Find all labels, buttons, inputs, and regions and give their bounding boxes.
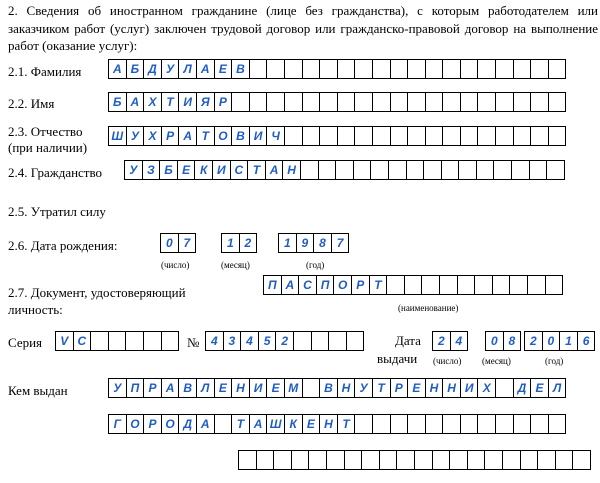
char-cell — [477, 414, 496, 434]
char-cell: С — [298, 275, 317, 295]
issue-day-caption: (число) — [433, 356, 462, 366]
char-cell — [493, 160, 512, 180]
char-cell: Е — [177, 160, 196, 180]
char-cell — [318, 160, 337, 180]
char-cell: 1 — [221, 233, 240, 253]
char-cell: Т — [372, 378, 391, 398]
char-cell — [513, 92, 532, 112]
char-cell — [266, 59, 285, 79]
char-cell: Л — [548, 378, 567, 398]
char-cell — [477, 92, 496, 112]
char-cell: Х — [477, 378, 496, 398]
char-cell — [372, 414, 391, 434]
char-cell: Т — [247, 160, 266, 180]
char-cell — [495, 59, 514, 79]
char-cell — [308, 450, 327, 470]
lost-force-label: 2.5. Утратил силу — [8, 204, 106, 219]
char-cell: 9 — [296, 233, 315, 253]
char-cell — [425, 126, 444, 146]
issue-year-caption: (год) — [545, 356, 564, 366]
char-cell: Ш — [108, 126, 127, 146]
char-cell: А — [196, 59, 215, 79]
char-cell: 8 — [313, 233, 332, 253]
char-cell: Л — [196, 378, 215, 398]
char-cell — [302, 59, 321, 79]
char-cell — [370, 160, 389, 180]
char-cell — [495, 378, 514, 398]
issue-month-caption: (месяц) — [482, 356, 511, 366]
char-cell: Я — [196, 92, 215, 112]
char-cell: Т — [231, 414, 250, 434]
char-cell — [284, 92, 303, 112]
patronymic-field[interactable] — [108, 126, 566, 146]
char-cell: С — [230, 160, 249, 180]
char-cell: Т — [161, 92, 180, 112]
char-cell: М — [284, 378, 303, 398]
char-cell — [509, 275, 528, 295]
char-cell — [545, 275, 564, 295]
char-cell: Е — [407, 378, 426, 398]
char-cell — [460, 59, 479, 79]
char-cell — [344, 450, 363, 470]
char-cell: Ш — [266, 414, 285, 434]
char-cell: П — [316, 275, 335, 295]
char-cell — [537, 450, 556, 470]
char-cell — [390, 414, 409, 434]
char-cell: Т — [196, 126, 215, 146]
char-cell — [379, 450, 398, 470]
char-cell — [460, 92, 479, 112]
char-cell — [354, 414, 373, 434]
char-cell: 2 — [239, 233, 258, 253]
char-cell — [477, 59, 496, 79]
char-cell: 0 — [160, 233, 179, 253]
char-cell: 1 — [278, 233, 297, 253]
char-cell: В — [231, 126, 250, 146]
char-cell — [421, 275, 440, 295]
char-cell: Е — [302, 414, 321, 434]
char-cell — [354, 126, 373, 146]
name-field[interactable] — [108, 92, 566, 112]
char-cell — [353, 160, 372, 180]
char-cell: О — [333, 275, 352, 295]
name-label: 2.2. Имя — [8, 96, 55, 111]
char-cell — [319, 92, 338, 112]
char-cell — [108, 331, 127, 351]
char-cell: П — [126, 378, 145, 398]
char-cell: Е — [214, 59, 233, 79]
char-cell: Р — [351, 275, 370, 295]
char-cell: И — [178, 92, 197, 112]
series-field[interactable] — [55, 331, 179, 351]
char-cell — [502, 450, 521, 470]
char-cell — [458, 160, 477, 180]
char-cell — [414, 450, 433, 470]
char-cell: Д — [143, 59, 162, 79]
char-cell: 7 — [331, 233, 350, 253]
char-cell — [256, 450, 275, 470]
char-cell: Н — [231, 378, 250, 398]
char-cell — [546, 160, 565, 180]
char-cell — [354, 92, 373, 112]
char-cell: А — [161, 378, 180, 398]
char-cell — [530, 126, 549, 146]
char-cell — [555, 450, 574, 470]
char-cell: Н — [337, 378, 356, 398]
char-cell — [530, 59, 549, 79]
char-cell — [548, 414, 567, 434]
char-cell — [161, 331, 180, 351]
char-cell: Е — [266, 378, 285, 398]
number-label: № — [187, 335, 200, 350]
char-cell: Л — [178, 59, 197, 79]
char-cell: 0 — [485, 331, 504, 351]
char-cell — [442, 414, 461, 434]
char-cell — [442, 126, 461, 146]
char-cell — [249, 59, 268, 79]
char-cell: Р — [214, 92, 233, 112]
char-cell — [390, 126, 409, 146]
char-cell: 2 — [432, 331, 451, 351]
surname-label: 2.1. Фамилия — [8, 64, 82, 79]
char-cell — [300, 160, 319, 180]
char-cell — [548, 126, 567, 146]
char-cell — [460, 414, 479, 434]
citizenship-field[interactable] — [124, 160, 565, 180]
char-cell — [457, 275, 476, 295]
char-cell — [407, 126, 426, 146]
char-cell: Х — [143, 126, 162, 146]
char-cell: Н — [319, 414, 338, 434]
char-cell — [474, 275, 493, 295]
char-cell — [302, 378, 321, 398]
char-cell — [284, 59, 303, 79]
char-cell — [529, 160, 548, 180]
char-cell — [319, 59, 338, 79]
char-cell: Х — [143, 92, 162, 112]
char-cell — [442, 59, 461, 79]
patronymic-note: (при наличии) — [8, 140, 88, 155]
issued-by-label: Кем выдан — [8, 383, 68, 398]
char-cell — [328, 331, 347, 351]
char-cell: У — [108, 378, 127, 398]
char-cell: Б — [126, 59, 145, 79]
char-cell — [495, 414, 514, 434]
char-cell — [354, 59, 373, 79]
char-cell: В — [319, 378, 338, 398]
char-cell — [249, 92, 268, 112]
patronymic-label: 2.3. Отчество — [8, 124, 83, 139]
char-cell — [284, 126, 303, 146]
char-cell: И — [249, 378, 268, 398]
char-cell — [311, 331, 330, 351]
char-cell — [477, 126, 496, 146]
char-cell — [388, 160, 407, 180]
char-cell: И — [460, 378, 479, 398]
char-cell: Г — [108, 414, 127, 434]
char-cell — [273, 450, 292, 470]
char-cell — [548, 92, 567, 112]
citizenship-label: 2.4. Гражданство — [8, 165, 103, 180]
birth-day-caption: (число) — [161, 260, 190, 270]
char-cell — [423, 160, 442, 180]
char-cell: 2 — [275, 331, 294, 351]
char-cell — [386, 275, 405, 295]
char-cell — [372, 92, 391, 112]
char-cell: А — [178, 126, 197, 146]
char-cell: И — [212, 160, 231, 180]
char-cell: А — [281, 275, 300, 295]
issue-day-field[interactable] — [432, 331, 468, 351]
issue-date-label: Дата — [395, 333, 421, 348]
issue-date-label-2: выдачи — [377, 351, 418, 366]
char-cell — [530, 92, 549, 112]
char-cell — [406, 160, 425, 180]
char-cell — [337, 92, 356, 112]
char-cell — [492, 275, 511, 295]
char-cell: У — [161, 59, 180, 79]
char-cell — [291, 450, 310, 470]
char-cell: 8 — [503, 331, 522, 351]
char-cell — [425, 59, 444, 79]
char-cell — [231, 92, 250, 112]
char-cell: 5 — [258, 331, 277, 351]
char-cell: Е — [214, 378, 233, 398]
char-cell: О — [214, 126, 233, 146]
section-header: 2. Сведения об иностранном гражданине (лице без гражданства), с которым работодателем или заказчиком работ (услуг) заключен трудовой договор или гражданско-правовой договор на выполнение работ (оказание услуг): — [8, 3, 598, 53]
char-cell — [404, 275, 423, 295]
char-cell — [266, 92, 285, 112]
char-cell: Е — [530, 378, 549, 398]
document-type-field[interactable] — [263, 275, 563, 295]
char-cell — [572, 450, 591, 470]
char-cell — [425, 92, 444, 112]
char-cell: 3 — [223, 331, 242, 351]
char-cell — [530, 414, 549, 434]
char-cell — [476, 160, 495, 180]
char-cell — [372, 126, 391, 146]
char-cell — [513, 59, 532, 79]
char-cell — [495, 92, 514, 112]
char-cell: О — [126, 414, 145, 434]
char-cell: У — [124, 160, 143, 180]
char-cell — [449, 450, 468, 470]
char-cell — [125, 331, 144, 351]
char-cell — [439, 275, 458, 295]
issue-month-field[interactable] — [485, 331, 521, 351]
issued-by-field-line1[interactable] — [108, 378, 566, 398]
series-label: Серия — [8, 335, 43, 350]
birth-day-field[interactable] — [160, 233, 196, 253]
char-cell: З — [142, 160, 161, 180]
char-cell: О — [161, 414, 180, 434]
issue-year-field[interactable] — [524, 331, 595, 351]
char-cell — [390, 92, 409, 112]
document-label: 2.7. Документ, удостоверяющий — [8, 285, 186, 300]
char-cell: Н — [425, 378, 444, 398]
char-cell: К — [194, 160, 213, 180]
char-cell — [396, 450, 415, 470]
char-cell: А — [108, 59, 127, 79]
char-cell — [484, 450, 503, 470]
char-cell — [372, 59, 391, 79]
char-cell: Н — [282, 160, 301, 180]
char-cell: К — [284, 414, 303, 434]
document-type-caption: (наименование) — [398, 303, 459, 313]
char-cell — [319, 126, 338, 146]
char-cell: Р — [143, 378, 162, 398]
birth-date-label: 2.6. Дата рождения: — [8, 238, 118, 253]
char-cell — [337, 59, 356, 79]
char-cell — [302, 92, 321, 112]
char-cell: У — [126, 126, 145, 146]
char-cell: Т — [337, 414, 356, 434]
char-cell: А — [196, 414, 215, 434]
birth-year-field[interactable] — [278, 233, 349, 253]
char-cell: Р — [161, 126, 180, 146]
char-cell: Д — [513, 378, 532, 398]
issued-by-field-line2[interactable] — [108, 414, 566, 434]
char-cell — [361, 450, 380, 470]
char-cell: 4 — [240, 331, 259, 351]
char-cell: 4 — [450, 331, 469, 351]
char-cell — [548, 59, 567, 79]
char-cell — [346, 331, 365, 351]
char-cell: П — [263, 275, 282, 295]
birth-month-field[interactable] — [221, 233, 257, 253]
char-cell — [425, 414, 444, 434]
char-cell: Р — [390, 378, 409, 398]
birth-month-caption: (месяц) — [221, 260, 250, 270]
char-cell: И — [249, 126, 268, 146]
char-cell — [432, 450, 451, 470]
char-cell — [293, 331, 312, 351]
char-cell: Ч — [266, 126, 285, 146]
char-cell: Т — [369, 275, 388, 295]
char-cell — [214, 414, 233, 434]
char-cell: 0 — [542, 331, 561, 351]
char-cell — [441, 160, 460, 180]
birth-year-caption: (год) — [306, 260, 325, 270]
char-cell — [495, 126, 514, 146]
document-label-2: личность: — [8, 302, 63, 317]
issued-by-field-line3[interactable] — [238, 450, 591, 470]
char-cell — [513, 414, 532, 434]
char-cell — [90, 331, 109, 351]
char-cell — [407, 414, 426, 434]
char-cell — [460, 126, 479, 146]
char-cell: Р — [143, 414, 162, 434]
char-cell — [238, 450, 257, 470]
char-cell: V — [55, 331, 74, 351]
char-cell — [326, 450, 345, 470]
char-cell: 6 — [577, 331, 596, 351]
char-cell: C — [73, 331, 92, 351]
char-cell: В — [231, 59, 250, 79]
char-cell — [467, 450, 486, 470]
char-cell: Б — [159, 160, 178, 180]
char-cell — [520, 450, 539, 470]
char-cell: 7 — [178, 233, 197, 253]
char-cell: А — [265, 160, 284, 180]
char-cell — [302, 126, 321, 146]
char-cell: А — [126, 92, 145, 112]
char-cell — [407, 59, 426, 79]
char-cell — [511, 160, 530, 180]
char-cell: В — [178, 378, 197, 398]
char-cell: 4 — [205, 331, 224, 351]
char-cell — [337, 126, 356, 146]
char-cell — [527, 275, 546, 295]
number-field[interactable] — [205, 331, 364, 351]
char-cell: А — [249, 414, 268, 434]
char-cell: Н — [442, 378, 461, 398]
char-cell — [442, 92, 461, 112]
char-cell: Б — [108, 92, 127, 112]
char-cell: У — [354, 378, 373, 398]
char-cell — [407, 92, 426, 112]
char-cell: 2 — [524, 331, 543, 351]
char-cell — [335, 160, 354, 180]
char-cell — [513, 126, 532, 146]
char-cell — [390, 59, 409, 79]
char-cell: Д — [178, 414, 197, 434]
char-cell — [143, 331, 162, 351]
char-cell: 1 — [559, 331, 578, 351]
surname-field[interactable] — [108, 59, 566, 79]
